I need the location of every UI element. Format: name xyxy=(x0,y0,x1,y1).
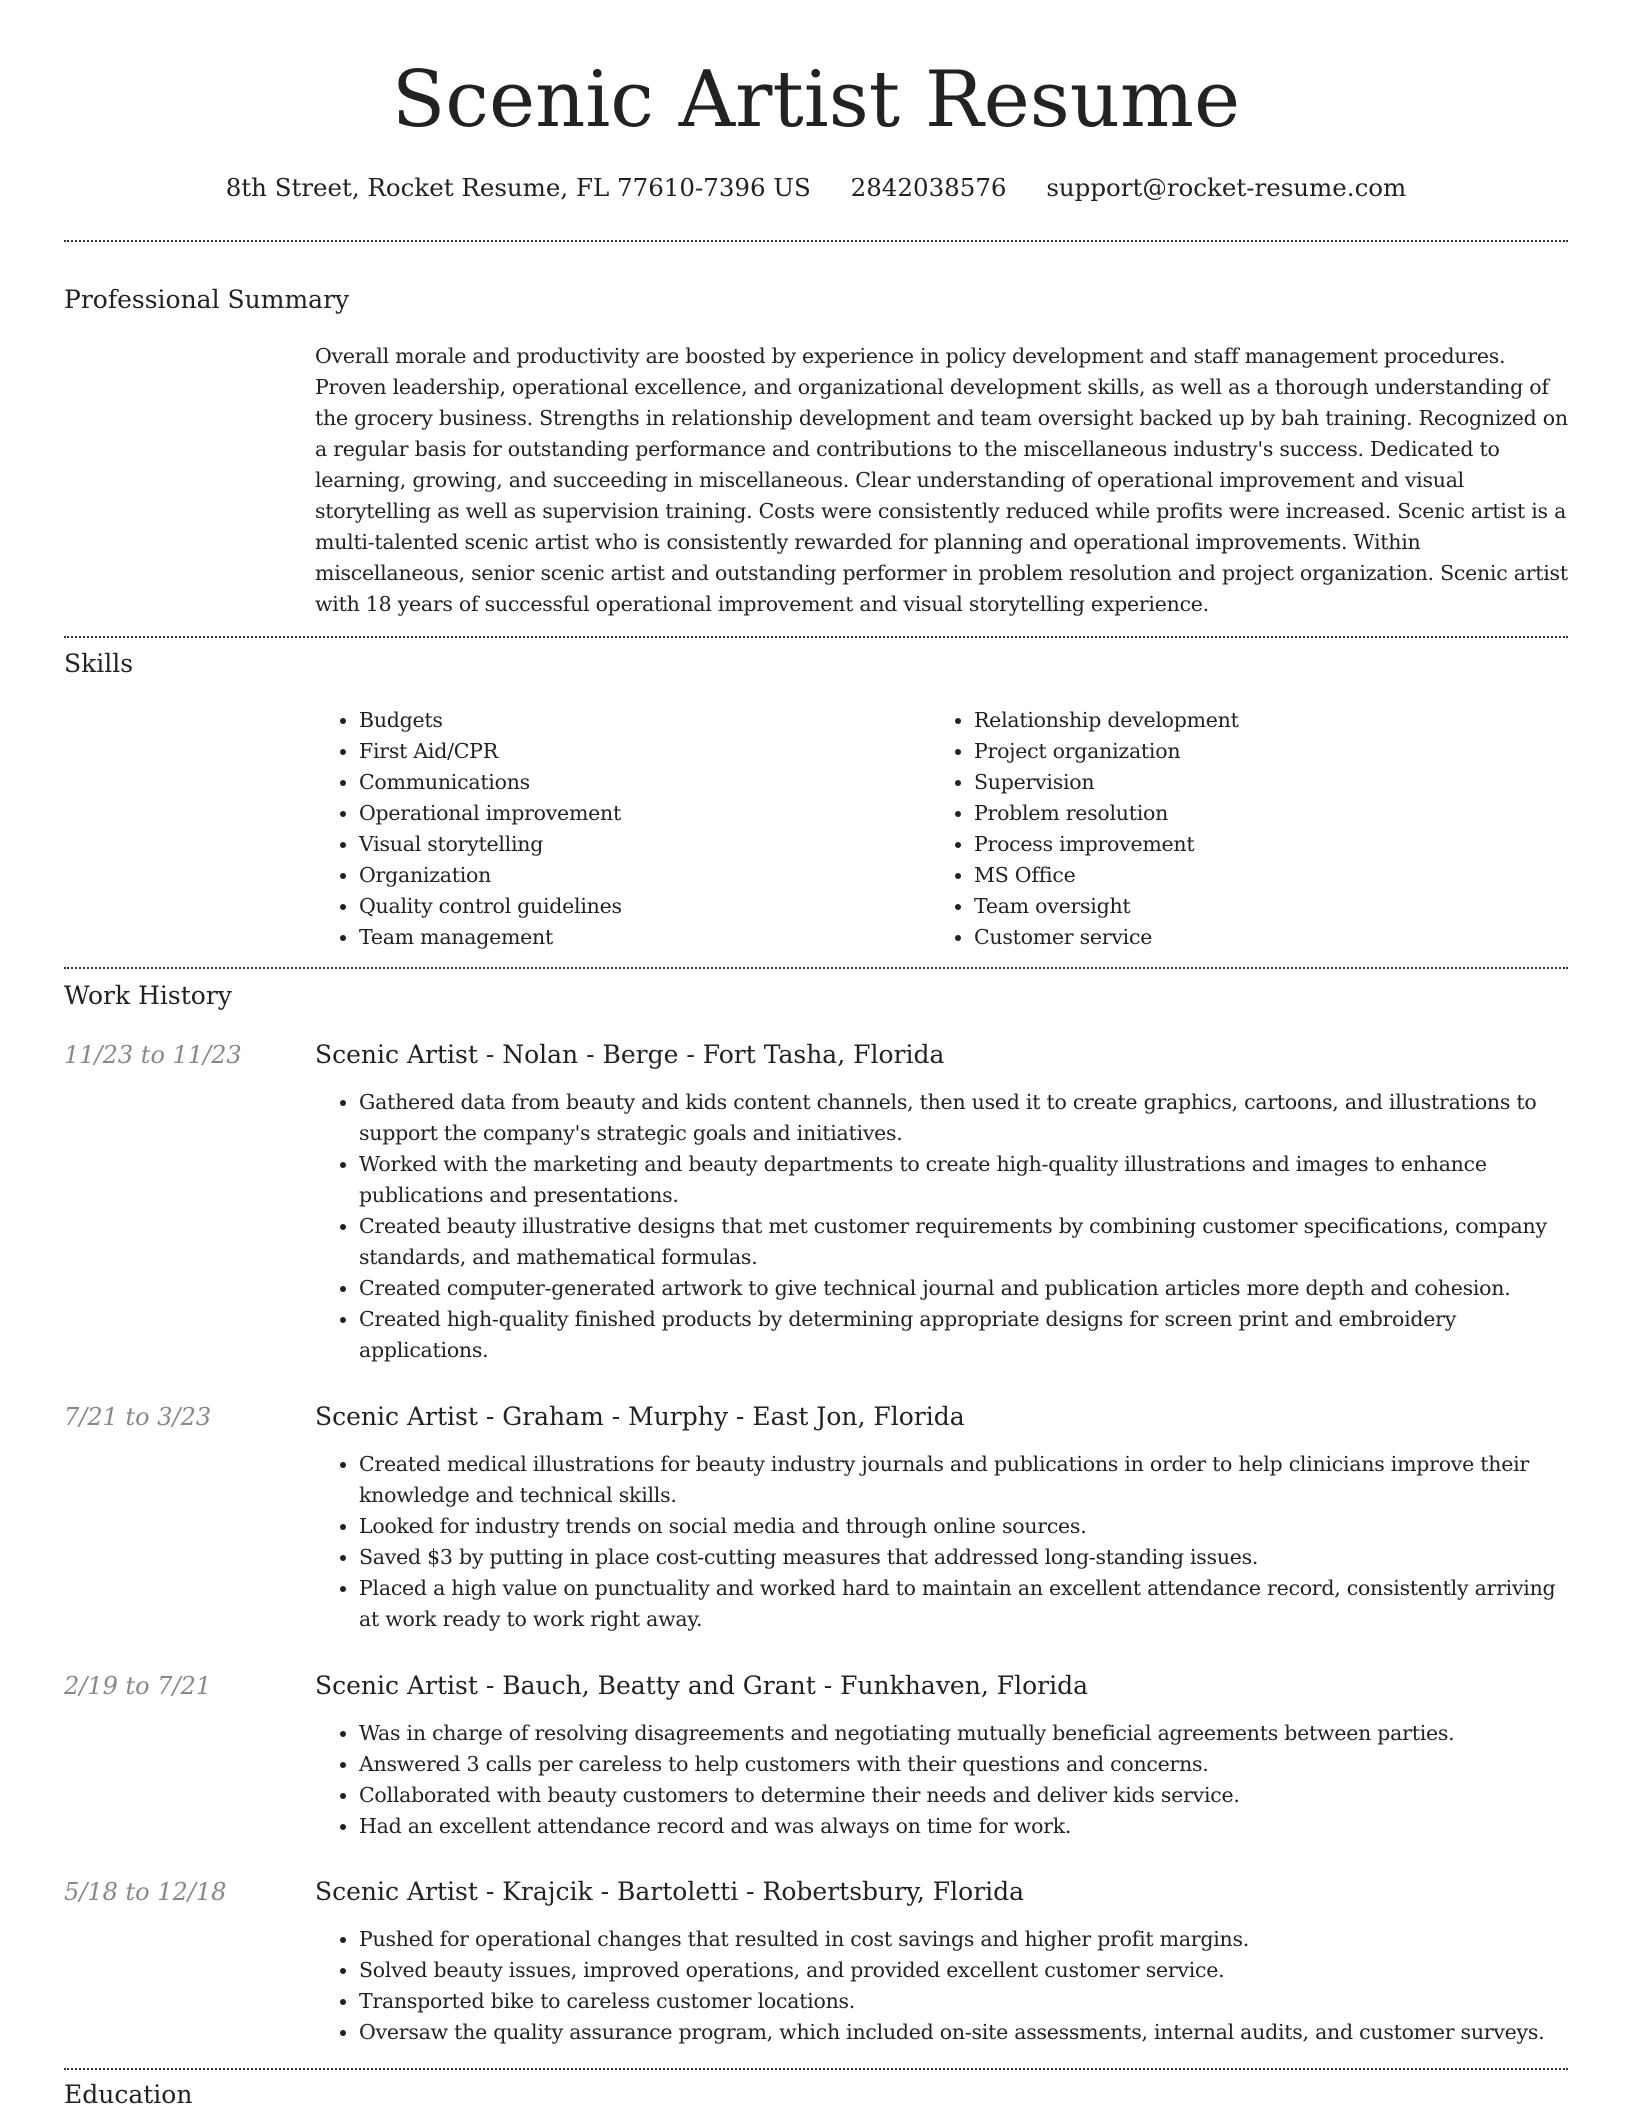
divider xyxy=(64,2068,1568,2070)
job-title: Scenic Artist - Nolan - Berge - Fort Tasha, Florida xyxy=(315,1040,945,1069)
divider xyxy=(64,967,1568,969)
job-bullet: • Placed a high value on punctuality and worked hard to maintain an excellent attendance record, consistently arriving at work ready to work right away. xyxy=(359,1573,1568,1635)
job-bullets xyxy=(315,1924,1568,2048)
skill-item: • Quality control guidelines xyxy=(359,891,915,922)
skills-list-right xyxy=(930,705,1568,953)
section-heading-skills: Skills xyxy=(64,649,134,678)
contact-address: 8th Street, Rocket Resume, FL 77610-7396 US xyxy=(225,173,811,202)
skill-item: • Relationship development xyxy=(974,705,1568,736)
job-title: Scenic Artist - Graham - Murphy - East Jon, Florida xyxy=(315,1402,965,1431)
job-bullets xyxy=(315,1449,1568,1635)
job-title: Scenic Artist - Bauch, Beatty and Grant - Funkhaven, Florida xyxy=(315,1671,1088,1700)
job-title: Scenic Artist - Krajcik - Bartoletti - Robertsbury, Florida xyxy=(315,1877,1025,1906)
section-heading-work-history: Work History xyxy=(64,981,232,1010)
section-heading-education: Education xyxy=(64,2080,193,2109)
summary-text: Overall morale and productivity are boosted by experience in policy development and staff management procedures. Proven leadership, operational excellence, and organizational development skills, as well as a thorough understanding of the grocery business. Strengths in relationship development and team oversight backed up by bah training. Recognized on a regular basis for outstanding performance and contributions to the miscellaneous industry's success. Dedicated to learning, growing, and succeeding in miscellaneous. Clear understanding of operational improvement and visual storytelling as well as supervision training. Costs were consistently reduced while profits were increased. Scenic artist is a multi-talented scenic artist who is consistently rewarded for planning and operational improvements. Within miscellaneous, senior scenic artist and outstanding performer in problem resolution and project organization. Scenic artist with 18 years of successful operational improvement and visual storytelling experience. xyxy=(315,344,1568,616)
job-bullet: • Oversaw the quality assurance program, which included on-site assessments, internal audits, and customer surveys. xyxy=(359,2017,1568,2048)
skill-item: • Visual storytelling xyxy=(359,829,915,860)
job-dates: 2/19 to 7/21 xyxy=(64,1672,212,1700)
skill-item: • Team oversight xyxy=(974,891,1568,922)
skills-list-left xyxy=(315,705,915,953)
skill-item: • Project organization xyxy=(974,736,1568,767)
contact-phone: 2842038576 xyxy=(850,173,1007,202)
job-bullet: • Worked with the marketing and beauty departments to create high-quality illustrations and images to enhance publications and presentations. xyxy=(359,1149,1568,1211)
job-bullet: • Solved beauty issues, improved operations, and provided excellent customer service. xyxy=(359,1955,1568,1986)
job-bullet: • Transported bike to careless customer locations. xyxy=(359,1986,1568,2017)
job-bullet: • Created beauty illustrative designs that met customer requirements by combining customer specifications, company standards, and mathematical formulas. xyxy=(359,1211,1568,1273)
skill-item: • Team management xyxy=(359,922,915,953)
skill-item: • Problem resolution xyxy=(974,798,1568,829)
skill-item: • Process improvement xyxy=(974,829,1568,860)
job-bullet: • Created high-quality finished products by determining appropriate designs for screen print and embroidery applications. xyxy=(359,1304,1568,1366)
divider xyxy=(64,240,1568,242)
divider xyxy=(64,636,1568,638)
job-dates: 7/21 to 3/23 xyxy=(64,1403,212,1431)
skill-item: • Communications xyxy=(359,767,915,798)
job-bullet: • Created medical illustrations for beauty industry journals and publications in order to help clinicians improve their knowledge and technical skills. xyxy=(359,1449,1568,1511)
skill-item: • Operational improvement xyxy=(359,798,915,829)
contact-line xyxy=(0,170,1632,206)
job-bullet: • Was in charge of resolving disagreements and negotiating mutually beneficial agreements between parties. xyxy=(359,1718,1568,1749)
section-heading-summary: Professional Summary xyxy=(64,285,350,314)
job-bullet: • Looked for industry trends on social media and through online sources. xyxy=(359,1511,1568,1542)
page-title: Scenic Artist Resume xyxy=(391,55,1241,145)
job-bullets xyxy=(315,1718,1568,1842)
skill-item: • Organization xyxy=(359,860,915,891)
skill-item: • Customer service xyxy=(974,922,1568,953)
job-bullet: • Had an excellent attendance record and was always on time for work. xyxy=(359,1811,1568,1842)
job-bullet: • Saved $3 by putting in place cost-cutting measures that addressed long-standing issues. xyxy=(359,1542,1568,1573)
job-dates: 11/23 to 11/23 xyxy=(64,1041,242,1069)
skill-item: • MS Office xyxy=(974,860,1568,891)
job-bullets xyxy=(315,1087,1568,1366)
job-bullet: • Answered 3 calls per careless to help customers with their questions and concerns. xyxy=(359,1749,1568,1780)
skill-item: • First Aid/CPR xyxy=(359,736,915,767)
job-dates: 5/18 to 12/18 xyxy=(64,1878,227,1906)
job-bullet: • Gathered data from beauty and kids content channels, then used it to create graphics, cartoons, and illustrations to support the company's strategic goals and initiatives. xyxy=(359,1087,1568,1149)
job-bullet: • Created computer-generated artwork to give technical journal and publication articles more depth and cohesion. xyxy=(359,1273,1568,1304)
job-bullet: • Pushed for operational changes that resulted in cost savings and higher profit margins. xyxy=(359,1924,1568,1955)
skill-item: • Budgets xyxy=(359,705,915,736)
contact-email[interactable]: support@rocket-resume.com xyxy=(1046,173,1407,202)
skill-item: • Supervision xyxy=(974,767,1568,798)
job-bullet: • Collaborated with beauty customers to determine their needs and deliver kids service. xyxy=(359,1780,1568,1811)
